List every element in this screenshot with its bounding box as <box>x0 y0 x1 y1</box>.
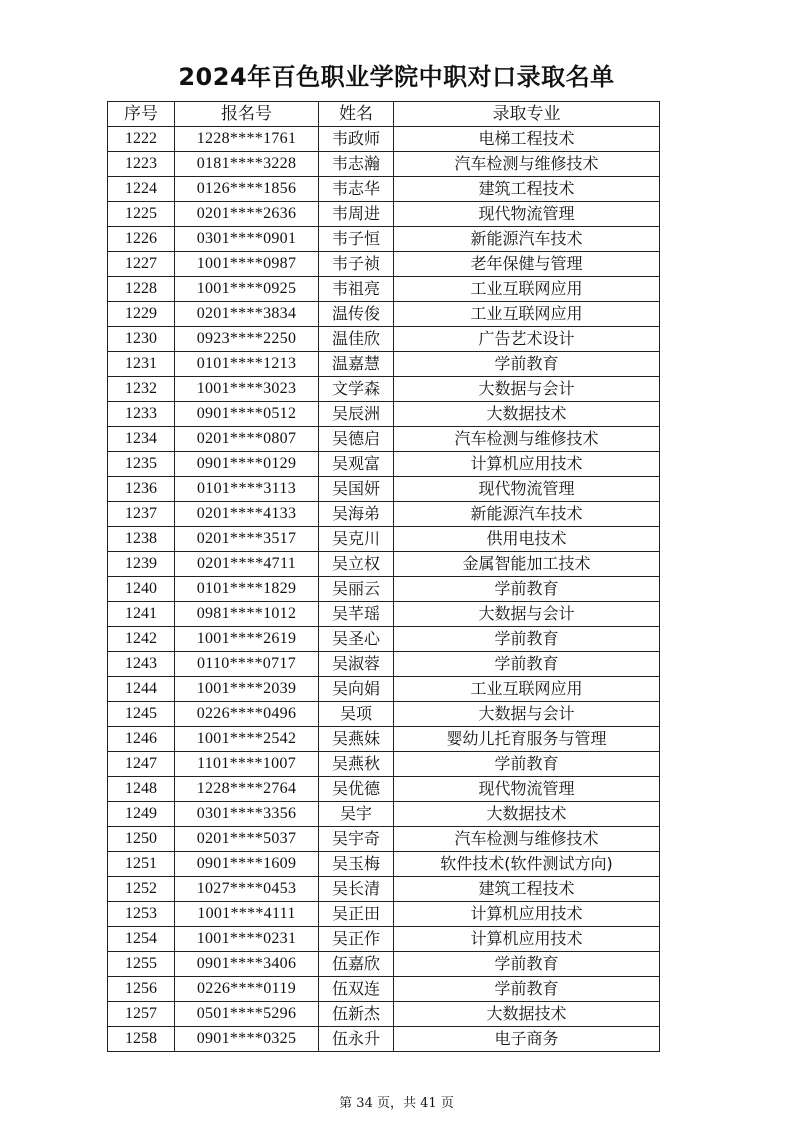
table-row <box>108 127 660 152</box>
table-row <box>108 452 660 477</box>
cell-major: 工业互联网应用 <box>394 277 660 302</box>
cell-name: 韦志瀚 <box>319 152 394 177</box>
cell-major: 汽车检测与维修技术 <box>394 427 660 452</box>
cell-seq: 1244 <box>108 677 175 702</box>
cell-name: 吴正作 <box>319 927 394 952</box>
cell-major: 现代物流管理 <box>394 777 660 802</box>
table-row <box>108 302 660 327</box>
cell-major: 学前教育 <box>394 952 660 977</box>
header-reg: 报名号 <box>175 102 319 127</box>
cell-seq: 1243 <box>108 652 175 677</box>
table-row <box>108 727 660 752</box>
table-row <box>108 477 660 502</box>
cell-seq: 1254 <box>108 927 175 952</box>
cell-reg: 0101****3113 <box>175 477 319 502</box>
cell-reg: 0226****0496 <box>175 702 319 727</box>
table-row <box>108 852 660 877</box>
cell-reg: 0301****0901 <box>175 227 319 252</box>
cell-seq: 1248 <box>108 777 175 802</box>
cell-reg: 0501****5296 <box>175 1002 319 1027</box>
cell-name: 伍双连 <box>319 977 394 1002</box>
table-row <box>108 252 660 277</box>
cell-major: 大数据技术 <box>394 802 660 827</box>
cell-name: 韦祖亮 <box>319 277 394 302</box>
cell-seq: 1241 <box>108 602 175 627</box>
cell-major: 学前教育 <box>394 977 660 1002</box>
cell-name: 吴向娟 <box>319 677 394 702</box>
table-row <box>108 702 660 727</box>
cell-reg: 0901****3406 <box>175 952 319 977</box>
table-row <box>108 927 660 952</box>
cell-major: 建筑工程技术 <box>394 877 660 902</box>
cell-major: 计算机应用技术 <box>394 927 660 952</box>
footer-suffix: 页 <box>440 1096 454 1111</box>
cell-reg: 1001****2542 <box>175 727 319 752</box>
cell-seq: 1224 <box>108 177 175 202</box>
cell-reg: 1001****2039 <box>175 677 319 702</box>
footer-prefix: 第 <box>339 1096 353 1111</box>
cell-name: 吴芊瑶 <box>319 602 394 627</box>
cell-name: 吴淑蓉 <box>319 652 394 677</box>
table-row <box>108 902 660 927</box>
cell-seq: 1232 <box>108 377 175 402</box>
table-row <box>108 777 660 802</box>
table-row <box>108 827 660 852</box>
cell-name: 吴宇 <box>319 802 394 827</box>
cell-name: 伍嘉欣 <box>319 952 394 977</box>
cell-name: 吴立权 <box>319 552 394 577</box>
cell-reg: 0901****0512 <box>175 402 319 427</box>
cell-reg: 1228****1761 <box>175 127 319 152</box>
cell-seq: 1247 <box>108 752 175 777</box>
table-row <box>108 377 660 402</box>
cell-name: 吴燕妹 <box>319 727 394 752</box>
cell-reg: 0101****1213 <box>175 352 319 377</box>
header-major: 录取专业 <box>394 102 660 127</box>
cell-seq: 1252 <box>108 877 175 902</box>
cell-seq: 1257 <box>108 1002 175 1027</box>
cell-reg: 0901****1609 <box>175 852 319 877</box>
cell-seq: 1235 <box>108 452 175 477</box>
cell-seq: 1258 <box>108 1027 175 1052</box>
cell-reg: 0201****0807 <box>175 427 319 452</box>
cell-name: 吴辰洲 <box>319 402 394 427</box>
cell-major: 供用电技术 <box>394 527 660 552</box>
cell-reg: 0301****3356 <box>175 802 319 827</box>
table-row <box>108 227 660 252</box>
table-body <box>108 127 660 1052</box>
cell-reg: 1228****2764 <box>175 777 319 802</box>
cell-reg: 0201****4711 <box>175 552 319 577</box>
cell-name: 吴正田 <box>319 902 394 927</box>
cell-major: 婴幼儿托育服务与管理 <box>394 727 660 752</box>
cell-seq: 1227 <box>108 252 175 277</box>
cell-name: 吴宇奇 <box>319 827 394 852</box>
cell-seq: 1230 <box>108 327 175 352</box>
table-row <box>108 652 660 677</box>
cell-seq: 1237 <box>108 502 175 527</box>
cell-major: 汽车检测与维修技术 <box>394 827 660 852</box>
cell-seq: 1255 <box>108 952 175 977</box>
cell-seq: 1225 <box>108 202 175 227</box>
cell-name: 吴观富 <box>319 452 394 477</box>
cell-major: 学前教育 <box>394 752 660 777</box>
cell-reg: 0201****3834 <box>175 302 319 327</box>
cell-seq: 1242 <box>108 627 175 652</box>
cell-major: 大数据技术 <box>394 402 660 427</box>
footer-mid: 页，共 <box>376 1096 416 1111</box>
cell-major: 学前教育 <box>394 352 660 377</box>
cell-seq: 1238 <box>108 527 175 552</box>
table-row <box>108 602 660 627</box>
cell-name: 韦子祯 <box>319 252 394 277</box>
cell-reg: 1001****0987 <box>175 252 319 277</box>
cell-major: 汽车检测与维修技术 <box>394 152 660 177</box>
page-title: 2024年百色职业学院中职对口录取名单 <box>178 63 615 91</box>
cell-seq: 1250 <box>108 827 175 852</box>
cell-seq: 1229 <box>108 302 175 327</box>
cell-major: 广告艺术设计 <box>394 327 660 352</box>
header-name: 姓名 <box>319 102 394 127</box>
cell-seq: 1231 <box>108 352 175 377</box>
cell-name: 韦志华 <box>319 177 394 202</box>
cell-major: 电梯工程技术 <box>394 127 660 152</box>
table-row <box>108 877 660 902</box>
cell-major: 大数据与会计 <box>394 377 660 402</box>
cell-seq: 1249 <box>108 802 175 827</box>
cell-reg: 0201****3517 <box>175 527 319 552</box>
cell-seq: 1239 <box>108 552 175 577</box>
cell-reg: 0110****0717 <box>175 652 319 677</box>
cell-reg: 0201****2636 <box>175 202 319 227</box>
cell-name: 温佳欣 <box>319 327 394 352</box>
cell-major: 大数据与会计 <box>394 602 660 627</box>
cell-name: 伍永升 <box>319 1027 394 1052</box>
table-row <box>108 977 660 1002</box>
cell-name: 伍新杰 <box>319 1002 394 1027</box>
cell-major: 计算机应用技术 <box>394 902 660 927</box>
cell-major: 现代物流管理 <box>394 477 660 502</box>
table-row <box>108 352 660 377</box>
table-row <box>108 202 660 227</box>
cell-name: 吴优德 <box>319 777 394 802</box>
cell-reg: 1001****2619 <box>175 627 319 652</box>
table-row <box>108 1002 660 1027</box>
cell-name: 吴丽云 <box>319 577 394 602</box>
table-row <box>108 427 660 452</box>
cell-reg: 0923****2250 <box>175 327 319 352</box>
table-header-row <box>108 102 660 127</box>
cell-name: 文学森 <box>319 377 394 402</box>
table-row <box>108 1027 660 1052</box>
table-row <box>108 677 660 702</box>
page-footer <box>0 1092 793 1111</box>
cell-reg: 1101****1007 <box>175 752 319 777</box>
cell-name: 韦子恒 <box>319 227 394 252</box>
cell-name: 吴克川 <box>319 527 394 552</box>
cell-seq: 1246 <box>108 727 175 752</box>
cell-name: 吴项 <box>319 702 394 727</box>
cell-reg: 1001****0231 <box>175 927 319 952</box>
table-row <box>108 277 660 302</box>
cell-reg: 0126****1856 <box>175 177 319 202</box>
cell-major: 建筑工程技术 <box>394 177 660 202</box>
cell-seq: 1233 <box>108 402 175 427</box>
cell-major: 大数据与会计 <box>394 702 660 727</box>
cell-seq: 1251 <box>108 852 175 877</box>
table-row <box>108 152 660 177</box>
footer-total-pages: 41 <box>420 1096 437 1111</box>
cell-major: 学前教育 <box>394 627 660 652</box>
cell-name: 吴德启 <box>319 427 394 452</box>
cell-reg: 0901****0325 <box>175 1027 319 1052</box>
table-row <box>108 527 660 552</box>
cell-seq: 1256 <box>108 977 175 1002</box>
table-row <box>108 752 660 777</box>
cell-reg: 0101****1829 <box>175 577 319 602</box>
cell-major: 软件技术(软件测试方向) <box>394 852 660 877</box>
cell-name: 韦周进 <box>319 202 394 227</box>
cell-seq: 1226 <box>108 227 175 252</box>
cell-major: 大数据技术 <box>394 1002 660 1027</box>
cell-major: 现代物流管理 <box>394 202 660 227</box>
cell-major: 电子商务 <box>394 1027 660 1052</box>
admission-table <box>107 101 660 1052</box>
cell-reg: 0181****3228 <box>175 152 319 177</box>
table-row <box>108 577 660 602</box>
cell-major: 学前教育 <box>394 652 660 677</box>
header-seq: 序号 <box>108 102 175 127</box>
cell-reg: 1001****3023 <box>175 377 319 402</box>
cell-reg: 0201****5037 <box>175 827 319 852</box>
cell-major: 工业互联网应用 <box>394 677 660 702</box>
table-row <box>108 402 660 427</box>
cell-seq: 1223 <box>108 152 175 177</box>
cell-major: 工业互联网应用 <box>394 302 660 327</box>
table-row <box>108 502 660 527</box>
cell-reg: 1001****0925 <box>175 277 319 302</box>
cell-seq: 1236 <box>108 477 175 502</box>
cell-major: 学前教育 <box>394 577 660 602</box>
footer-page-number: 34 <box>356 1096 373 1111</box>
cell-seq: 1234 <box>108 427 175 452</box>
cell-major: 新能源汽车技术 <box>394 227 660 252</box>
cell-reg: 0901****0129 <box>175 452 319 477</box>
table-row <box>108 952 660 977</box>
cell-reg: 1027****0453 <box>175 877 319 902</box>
table-row <box>108 327 660 352</box>
table-row <box>108 627 660 652</box>
table-row <box>108 552 660 577</box>
cell-seq: 1240 <box>108 577 175 602</box>
cell-reg: 1001****4111 <box>175 902 319 927</box>
cell-reg: 0226****0119 <box>175 977 319 1002</box>
cell-reg: 0201****4133 <box>175 502 319 527</box>
cell-seq: 1228 <box>108 277 175 302</box>
cell-major: 新能源汽车技术 <box>394 502 660 527</box>
cell-reg: 0981****1012 <box>175 602 319 627</box>
cell-major: 金属智能加工技术 <box>394 552 660 577</box>
cell-name: 吴长清 <box>319 877 394 902</box>
cell-name: 吴燕秋 <box>319 752 394 777</box>
cell-name: 吴国妍 <box>319 477 394 502</box>
cell-seq: 1253 <box>108 902 175 927</box>
cell-name: 吴玉梅 <box>319 852 394 877</box>
table-row <box>108 177 660 202</box>
cell-major: 计算机应用技术 <box>394 452 660 477</box>
cell-name: 温传俊 <box>319 302 394 327</box>
cell-seq: 1222 <box>108 127 175 152</box>
cell-name: 韦政师 <box>319 127 394 152</box>
cell-name: 温嘉慧 <box>319 352 394 377</box>
cell-major: 老年保健与管理 <box>394 252 660 277</box>
cell-name: 吴海弟 <box>319 502 394 527</box>
cell-name: 吴圣心 <box>319 627 394 652</box>
table-row <box>108 802 660 827</box>
cell-seq: 1245 <box>108 702 175 727</box>
